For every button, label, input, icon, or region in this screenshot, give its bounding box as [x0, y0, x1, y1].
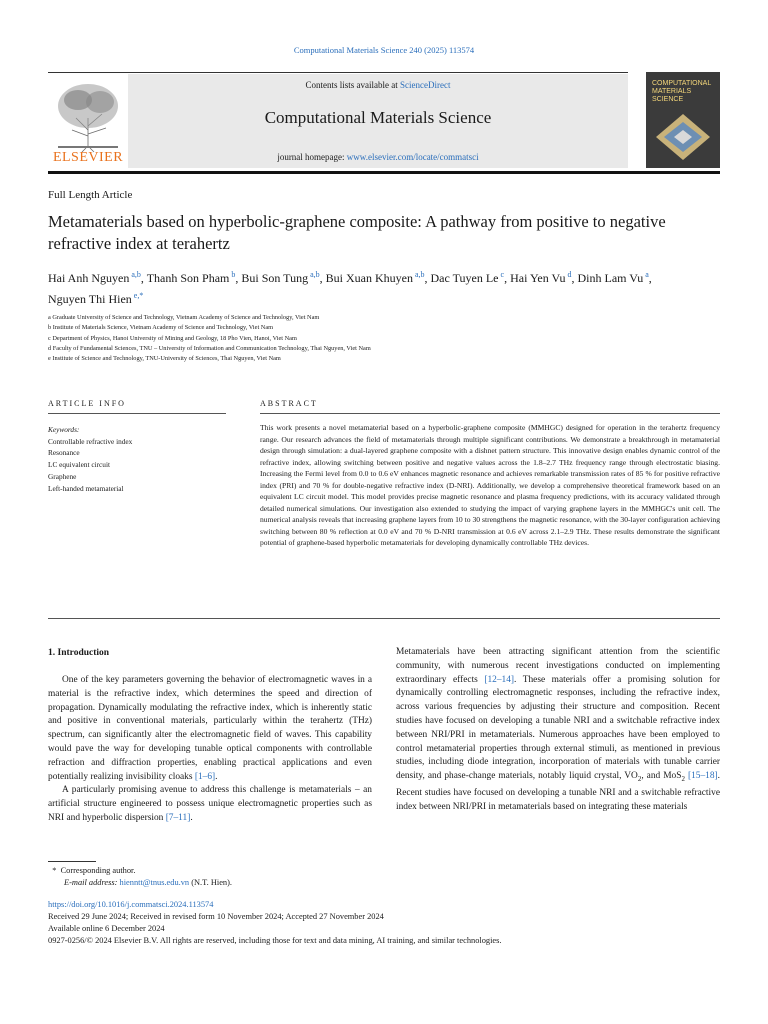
abstract-end-rule [48, 618, 720, 619]
author-affiliation-marker[interactable]: a [643, 270, 649, 279]
header-top-rule [48, 72, 628, 73]
author-affiliation-marker[interactable]: c [498, 270, 505, 279]
author-name[interactable]: Bui Xuan Khuyen [325, 271, 413, 285]
contents-prefix: Contents lists available at [305, 80, 400, 90]
homepage-link[interactable]: www.elsevier.com/locate/commatsci [346, 152, 479, 162]
journal-cover-thumbnail[interactable] [646, 72, 720, 168]
doi-link[interactable]: https://doi.org/10.1016/j.commatsci.2024.113574 [48, 900, 214, 909]
intro-right-column [396, 646, 720, 814]
citation-link[interactable]: [1–6] [194, 771, 216, 782]
publisher-name: ELSEVIER [52, 150, 124, 165]
author-name[interactable]: Nguyen Thi Hien [48, 292, 132, 306]
author-name[interactable]: Dac Tuyen Le [430, 271, 499, 285]
footnotes [48, 865, 728, 947]
corresponding-note: * Corresponding author. [48, 866, 136, 875]
author-affiliation-marker[interactable]: a,b [308, 270, 320, 279]
journal-reference[interactable]: Computational Materials Science 240 (2025) 113574 [293, 45, 475, 55]
keyword-item: LC equivalent circuit [48, 460, 111, 470]
intro-text: . Recent studies have focused on developing a tunable NRI and a switchable refractive index between NRI/PRI in metamaterials based on integrating these materials [396, 771, 721, 812]
corresponding-text: Corresponding author. [60, 866, 136, 875]
affiliation-c: c Department of Physics, Hanoi University of Mining and Geology, 18 Pho Vien, Hanoi, Viet Nam [48, 334, 297, 342]
abstract-body: This work presents a novel metamaterial based on a hyperbolic-graphene composite (MMHGC) designed for operation in the terahertz frequency range. Our research advances the field of metamaterials through multiple significant contributions. We demonstrate a breakthrough in metamaterial design through simulation: a dual-layered graphene composite with a dishnet pattern structure. This innovative design enables dynamic control of the refractive index, allowing switching between positive and negative values across the 1.8–2.7 THz frequency range through electrostatic biasing. Increasing the Fermi level from 0.0 to 0.6 eV enhances magnetic resonance and achieves remarkable transmission rates of 85 % for positive refractive index (PRI) and 70 % for double-negative refractive index (D-NRI). Additionally, we develop a comprehensive theoretical framework based on an equivalent LC circuit model. This model provides precise magnetic resonance and plasma frequency predictions, with its accuracy validated through detailed numerical simulations. Our investigation also extended to studying the impact of varying graphene layers in the MMHGC's unit cell. The numerical analysis reveals that increasing graphene layers from 10 to 30 strengthens the magnetic resonance, with the 30-layer configuration achieving switching between 80 % reflection at 0.0 eV and 70 % D-NRI transmission at 0.6 eV across 2.1–2.9 THz. These results demonstrate the significant potential of graphene-based hyperbolic metamaterials for developing dynamically controllable THz devices. [260, 423, 720, 547]
intro-left-column [48, 674, 372, 826]
author-name[interactable]: Hai Anh Nguyen [48, 271, 130, 285]
sciencedirect-link[interactable]: ScienceDirect [400, 80, 451, 90]
intro-text: One of the key parameters governing the behavior of electromagnetic waves in a material is the refractive index, which determines the speed and direction of propagation. Dynamically modulating the refractive index, which is inherently static and positive in conventional materials, particularly within the terahertz (THz) spectrum, can significantly alter the electromagnetic field of waves. This capability would pave the way for developing tunable optical components with controllable refraction and diffraction properties, enabling practical applications and even potentially realizing invisibility cloaks [48, 675, 372, 782]
journal-title: Computational Materials Science [264, 108, 492, 127]
intro-text: Metamaterials have been attracting significant attention from the scientific community, with numerous recent investigations conducted on implementing extraordinary effects [396, 647, 720, 685]
author-name[interactable]: Dinh Lam Vu [577, 271, 644, 285]
affiliation-a: a Graduate University of Science and Technology, Vietnam Academy of Science and Technology, Viet Nam [48, 314, 320, 321]
paper-title: Metamaterials based on hyperbolic-graphene composite: A pathway from positive to negative refractive index at terahertz [48, 212, 666, 253]
article-info-rule [48, 413, 226, 414]
article-type: Full Length Article [48, 189, 133, 201]
citation-link[interactable]: [12–14] [484, 674, 515, 685]
article-info-heading: ARTICLE INFO [48, 399, 126, 408]
keyword-item: Controllable refractive index [48, 436, 133, 446]
copyright-notice: 0927-0256/© 2024 Elsevier B.V. All rights are reserved, including those for text and data mining, AI training, and similar technologies. [48, 936, 502, 945]
contents-availability [128, 80, 628, 90]
footnote-rule [48, 861, 96, 862]
author-affiliation-marker[interactable]: e,* [131, 291, 144, 300]
keyword-item: Resonance [48, 448, 80, 458]
received-dates: Received 29 June 2024; Received in revised form 10 November 2024; Accepted 27 November 2024 [48, 912, 384, 921]
affiliation-e: e Institute of Science and Technology, TNU-University of Sciences, Thai Nguyen, Viet Nam [48, 355, 281, 363]
affiliation-d: d Faculty of Fundamental Sciences, TNU – University of Information and Communication Technology, Thai Nguyen, Viet Nam [48, 344, 371, 352]
keywords-block [48, 424, 132, 494]
section-heading-introduction: 1. Introduction [48, 648, 110, 658]
citation-link[interactable]: [15–18] [687, 771, 718, 782]
author-name[interactable]: Thanh Son Pham [146, 271, 230, 285]
homepage-prefix: journal homepage: [277, 152, 347, 162]
keyword-item: Left-handed metamaterial [48, 483, 124, 493]
intro-text: , and MoS [641, 771, 682, 782]
author-affiliation-marker[interactable]: d [565, 270, 572, 279]
email-suffix: (N.T. Hien). [191, 878, 232, 887]
keywords-label: Keywords: [48, 425, 80, 434]
intro-paragraph: One of the key parameters governing the behavior of electromagnetic waves in a material is the refractive index, which determines the speed and direction of propagation. Dynamically modulating the refractive index, which is inherently static and positive in conventional materials, particularly within the terahertz (THz) spectrum, can significantly alter the electromagnetic field of waves. This capability would pave the way for developing tunable optical components with controllable refraction and diffraction properties, enabling practical applications and even potentially realizing invisibility cloaks [1–6]. [48, 675, 372, 782]
online-date: Available online 6 December 2024 [48, 924, 165, 933]
author-affiliation-marker[interactable]: b [229, 270, 236, 279]
citation-link[interactable]: [7–11] [165, 812, 191, 823]
intro-text: . These materials offer a promising solution for dynamically controlling electromagnetic responses, including the refractive index, across various frequencies by adjusting their structure and composition. Recent studies have focused on developing a tunable NRI and a switchable refractive index between NRI/PRI in metamaterials. Numerous approaches have been employed to control metamaterial properties through external stimuli, as mentioned in previous studies, including diode integration, incorporation of materials with tunable carrier density, and phase-change materials, notably liquid crystal, VO [396, 674, 720, 782]
affiliation-list [48, 313, 728, 364]
abstract-rule [260, 413, 720, 414]
intro-paragraph: Metamaterials have been attracting significant attention from the scientific community, with numerous recent investigations conducted on implementing extraordinary effects [12–14]. These materials offer a promising solution for dynamically controlling electromagnetic responses, including the refractive index, across various frequencies by adjusting their structure and composition. Recent studies have focused on developing a tunable NRI and a switchable refractive index between NRI/PRI in metamaterials. Numerous approaches have been employed to control metamaterial properties through external stimuli, as mentioned in previous studies, including diode integration, incorporation of materials with tunable carrier density, and phase-change materials, notably liquid crystal, $VO_2$, and MoS$_2$ [15–18]. Recent studies have focused on developing a tunable NRI and a switchable refractive index between NRI/PRI in metamaterials based on integrating these materials [396, 647, 721, 812]
email-label: E-mail address: [64, 878, 118, 887]
header-bottom-rule [48, 171, 720, 174]
intro-text: A particularly promising avenue to address this challenge is metamaterials – an artificial structure engineered to possess unique electromagnetic properties such as NRI and hyperbolic dispersion [48, 785, 372, 823]
intro-paragraph: A particularly promising avenue to address this challenge is metamaterials – an artificial structure engineered to possess unique electromagnetic properties such as NRI and hyperbolic dispersion [7–11]. [48, 785, 372, 823]
affiliation-b: b Institute of Materials Science, Vietnam Academy of Science and Technology, Viet Nam [48, 324, 274, 332]
cover-title: COMPUTATIONAL MATERIALS SCIENCE [652, 80, 711, 103]
author-affiliation-marker[interactable]: a,b [412, 270, 425, 279]
email-note [48, 877, 728, 889]
journal-homepage [128, 152, 628, 162]
author-list: Hai Anh Nguyen $^{a,b}$, Thanh Son Pham $^b$, Bui Son Tung $^{a,b}$, Bui Xuan Khuyen $^{a,b}$, Dac Tuyen Le $^c$, Hai Yen Vu $^d$, Dinh Lam Vu $^a$, Nguyen Thi Hien $^{e,*}$ [48, 270, 652, 306]
email-link[interactable]: hienntt@tnus.edu.vn [119, 878, 190, 887]
author-affiliation-marker[interactable]: a,b [129, 270, 141, 279]
abstract-heading: ABSTRACT [260, 399, 318, 408]
author-name[interactable]: Bui Son Tung [241, 271, 309, 285]
keyword-item: Graphene [48, 471, 77, 481]
author-name[interactable]: Hai Yen Vu [510, 271, 566, 285]
cover-artwork [654, 112, 712, 162]
